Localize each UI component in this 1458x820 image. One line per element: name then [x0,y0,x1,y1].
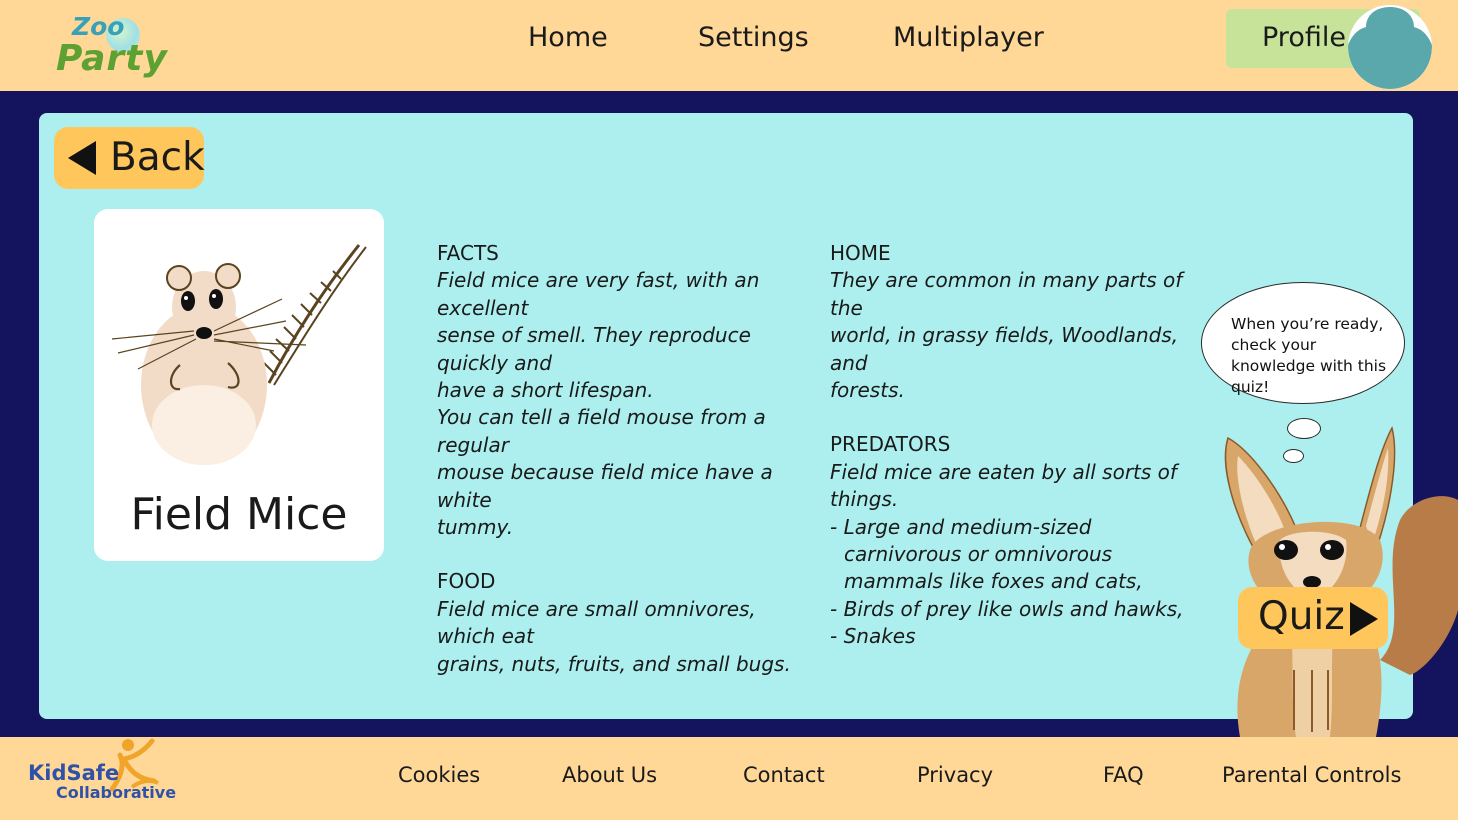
footer-link-privacy[interactable]: Privacy [917,763,994,787]
predators-intro: Field mice are eaten by all sorts of things. [830,459,1177,512]
facts-line: mouse because field mice have a white [437,460,773,512]
food-line: Field mice are small omnivores, which eat [437,596,756,649]
facts-heading: FACTS [437,241,499,265]
quiz-label: Quiz [1258,594,1345,639]
thought-dot [1283,449,1304,463]
predator-item: - Birds of prey like owls and hawks, [830,596,1184,621]
food-heading: FOOD [437,569,496,594]
home-line: They are common in many parts of the [830,268,1183,320]
field-mouse-image [104,235,374,475]
quiz-button[interactable] [1238,587,1388,649]
animal-card [94,209,384,561]
thought-bubble [1201,282,1405,404]
nav-multiplayer[interactable]: Multiplayer [893,22,1044,53]
predator-item: - Snakes [830,624,916,649]
home-line: forests. [830,378,905,403]
kidsafe-brand-sub: Collaborative [56,783,177,802]
facts-line: You can tell a field mouse from a regular [437,405,766,457]
kidsafe-logo[interactable] [26,737,177,807]
kidsafe-brand: KidSafe [28,761,120,785]
info-column-left [437,240,817,678]
home-heading: HOME [830,241,891,265]
predators-heading: PREDATORS [830,432,951,457]
avatar[interactable] [1348,5,1432,89]
footer-link-parental-controls[interactable]: Parental Controls [1222,763,1402,787]
logo-party-text: Party [56,38,168,79]
back-arrow-icon [66,139,98,177]
play-arrow-icon [1348,600,1380,638]
logo-zoo-text: Zoo [72,12,125,41]
home-line: world, in grassy fields, Woodlands, and [830,323,1179,375]
footer-link-cookies[interactable]: Cookies [398,763,481,787]
facts-line: Field mice are very fast, with an excellent [437,268,760,320]
zoo-party-logo[interactable] [50,10,170,88]
profile-label: Profile [1262,22,1346,53]
predator-item: - Large and medium-sized carnivorous or omnivorous mammals like foxes and cats, [830,514,1143,594]
animal-name: Field Mice [130,489,348,540]
fox-mascot-image [1210,420,1458,737]
facts-line: tummy. [437,515,514,540]
facts-line: have a short lifespan. [437,378,654,403]
back-button[interactable] [54,127,204,189]
thought-dot [1287,418,1321,439]
food-line: grains, nuts, fruits, and small bugs. [437,651,791,676]
back-label: Back [110,135,205,180]
footer-link-faq[interactable]: FAQ [1103,763,1144,787]
user-icon [1348,5,1432,89]
footer-link-about-us[interactable]: About Us [562,763,658,787]
facts-line: sense of smell. They reproduce quickly and [437,323,751,375]
footer-link-contact[interactable]: Contact [743,763,825,787]
nav-settings[interactable]: Settings [698,22,809,53]
nav-home[interactable]: Home [528,22,608,53]
info-column-right [830,240,1196,651]
thought-bubble-text: When you’re ready, check your knowledge with this quiz! [1231,315,1387,396]
